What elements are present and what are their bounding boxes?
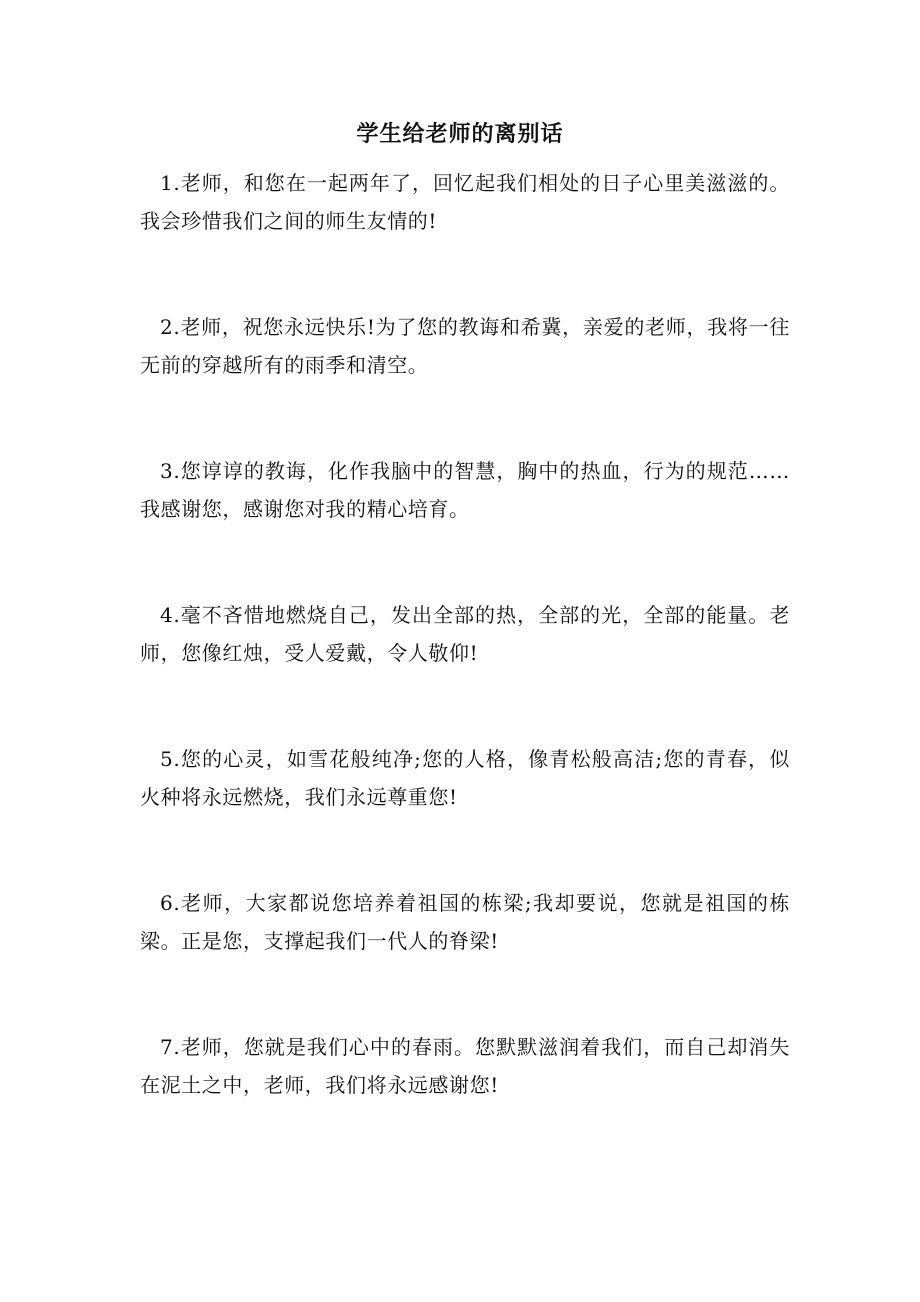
paragraph-1: 1.老师，和您在一起两年了，回忆起我们相处的日子心里美滋滋的。我会珍惜我们之间的师生友情的! [140,171,790,233]
document-title: 学生给老师的离别话 [356,121,564,147]
paragraph-4: 4.毫不吝惜地燃烧自己，发出全部的热，全部的光，全部的能量。老师，您像红烛，受人爱戴，令人敬仰! [140,603,790,665]
paragraph-2: 2.老师，祝您永远快乐!为了您的教诲和希冀，亲爱的老师，我将一往无前的穿越所有的雨季和清空。 [140,315,790,377]
paragraph-7: 7.老师，您就是我们心中的春雨。您默默滋润着我们，而自己却消失在泥土之中，老师，我们将永远感谢您! [140,1035,790,1097]
paragraph-3: 3.您谆谆的教诲，化作我脑中的智慧，胸中的热血，行为的规范……我感谢您，感谢您对我的精心培育。 [140,459,790,521]
paragraph-5: 5.您的心灵，如雪花般纯净;您的人格，像青松般高洁;您的青春，似火种将永远燃烧，我们永远尊重您! [140,747,790,809]
paragraph-6: 6.老师，大家都说您培养着祖国的栋梁;我却要说，您就是祖国的栋梁。正是您，支撑起我们一代人的脊梁! [140,891,790,953]
